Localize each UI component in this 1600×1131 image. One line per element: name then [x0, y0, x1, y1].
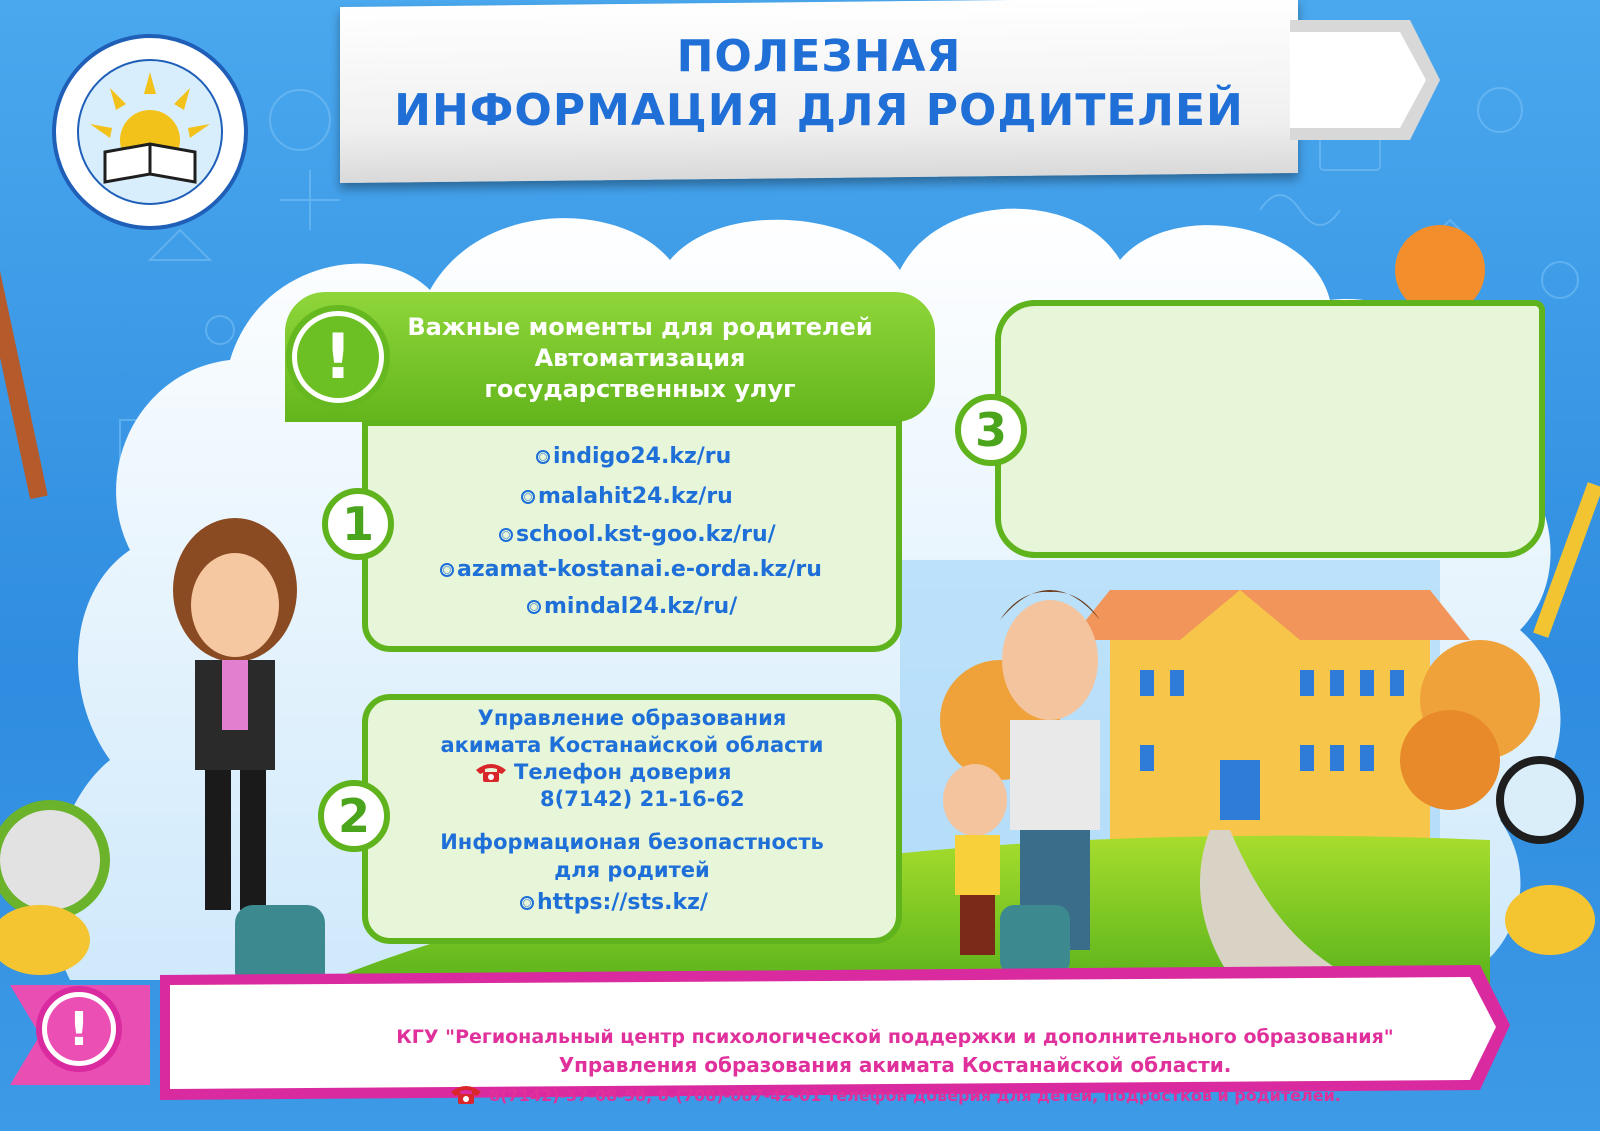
panel-3-empty: [995, 300, 1545, 558]
footer-exclamation-mark: !: [47, 997, 111, 1061]
link-malahit24[interactable]: [521, 484, 733, 509]
exclamation-icon: [286, 305, 390, 409]
link-label: https://sts.kz/: [537, 890, 708, 915]
org-name-line-2: акимата Костанайской области: [440, 733, 824, 757]
hotline-label-text: Телефон доверия: [514, 760, 732, 784]
security-line-1: Информационая безопастность: [440, 830, 824, 854]
important-points-title: [360, 312, 920, 405]
page-title: [340, 30, 1298, 138]
panel-2-number: 2: [318, 780, 390, 852]
header-line-2: Автоматизация: [534, 344, 746, 372]
link-school-kst-goo[interactable]: [499, 522, 776, 547]
link-azamat-kostanai[interactable]: [440, 557, 822, 582]
header-line-3: государственных улуг: [484, 375, 796, 403]
link-indigo24[interactable]: [536, 444, 731, 469]
hotline-label: [474, 760, 731, 784]
footer-phones: [250, 1082, 1540, 1106]
globe-icon: [527, 600, 541, 614]
globe-icon: [520, 896, 534, 910]
globe-icon: [499, 528, 513, 542]
title-line-1: ПОЛЕЗНАЯ: [676, 31, 962, 82]
panel-3-number: 3: [955, 394, 1027, 466]
link-mindal24[interactable]: [527, 594, 737, 619]
footer-exclamation-icon: [36, 986, 122, 1072]
link-label: school.kst-goo.kz/ru/: [516, 522, 776, 547]
footer-org-name: КГУ "Региональный центр психологической поддержки и дополнительного образования": [396, 1026, 1394, 1048]
header-line-1: Важные моменты для родителей: [407, 313, 873, 341]
globe-icon: [536, 450, 550, 464]
phone-icon: [449, 1082, 483, 1106]
footer-phones-text: 8(7142)-37-08-58, 8-(708)-087-42-01 телефон доверия для детей, подростков и родителей.: [489, 1086, 1341, 1105]
org-name-line-1: Управление образования: [477, 706, 787, 730]
globe-icon: [440, 563, 454, 577]
hotline-number: 8(7142) 21-16-62: [540, 787, 745, 811]
link-label: indigo24.kz/ru: [553, 444, 732, 469]
title-line-2: ИНФОРМАЦИЯ ДЛЯ РОДИТЕЛЕЙ: [394, 85, 1244, 136]
link-sts[interactable]: [520, 890, 708, 915]
phone-icon: [474, 760, 508, 784]
link-label: mindal24.kz/ru/: [544, 594, 738, 619]
title-arrow-tab: [1290, 20, 1450, 140]
link-label: azamat-kostanai.e-orda.kz/ru: [457, 557, 822, 582]
panel-1-number: 1: [322, 488, 394, 560]
link-label: malahit24.kz/ru: [538, 484, 733, 509]
exclamation-mark: !: [297, 316, 379, 398]
globe-icon: [521, 490, 535, 504]
education-department-logo: [50, 32, 250, 232]
security-line-2: для родитей: [554, 858, 710, 882]
footer-dept-name: Управления образования акимата Костанайской области.: [558, 1053, 1232, 1077]
